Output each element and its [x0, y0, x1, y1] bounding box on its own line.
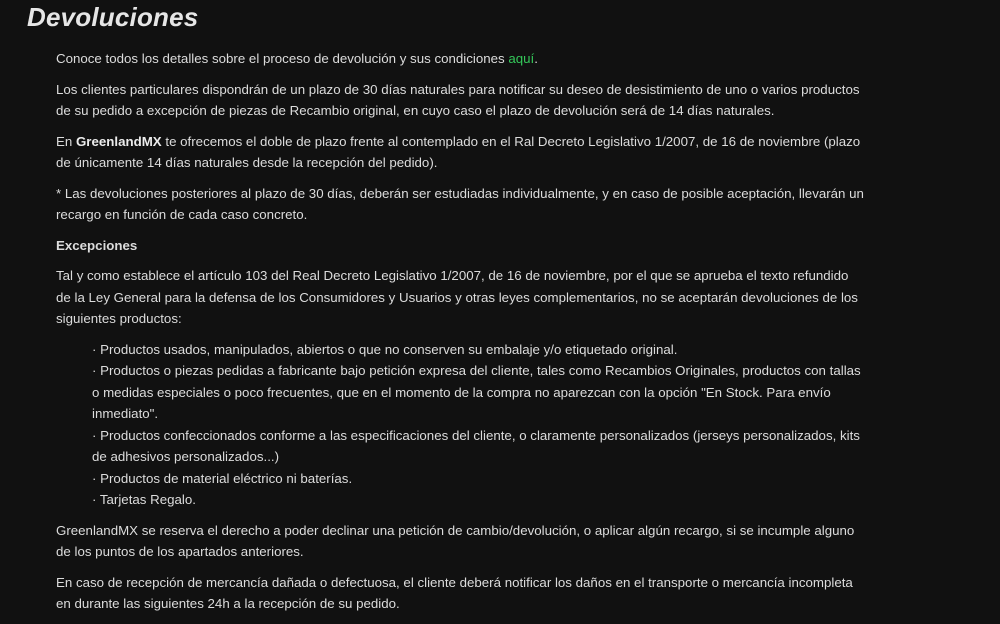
double-period-paragraph	[56, 131, 866, 174]
reserve-right-paragraph: GreenlandMX se reserva el derecho a poder declinar una petición de cambio/devolución, o aplicar algún recargo, si se incumple alguno de los puntos de los apartados anteriores.	[56, 522, 855, 559]
exceptions-intro-paragraph: Tal y como establece el artículo 103 del Real Decreto Legislativo 1/2007, de 16 de noviembre, por el que se aprueba el texto refundido de la Ley General para la defensa de los Consumidores y Usuarios y otras leyes complementarios, no se aceptarán devoluciones de los siguientes productos:	[56, 268, 858, 326]
list-item: · Tarjetas Regalo.	[92, 492, 196, 507]
list-item: · Productos o piezas pedidas a fabricante bajo petición expresa del cliente, tales como Recambios Originales, productos con tallas o medidas especiales o poco frecuentes, que en el momento de la compra no aparezcan con la opción "En Stock. Para envío inmediato".	[92, 363, 861, 421]
intro-end: .	[534, 51, 538, 66]
returns-content	[56, 48, 866, 624]
exceptions-heading: Excepciones	[56, 237, 138, 253]
double-period-prefix: En	[56, 133, 76, 149]
late-returns-paragraph: * Las devoluciones posteriores al plazo de 30 días, deberán ser estudiadas individualmente, y en caso de posible aceptación, llevarán un recargo en función de cada caso concreto.	[56, 185, 864, 222]
exceptions-list	[92, 339, 866, 511]
brand-name: GreenlandMX	[75, 133, 162, 149]
conditions-link[interactable]: aquí	[508, 51, 535, 66]
list-item: · Productos confeccionados conforme a las especificaciones del cliente, o claramente personalizados (jerseys personalizados, kits de adhesivos personalizados...)	[92, 427, 860, 464]
damaged-goods-paragraph: En caso de recepción de mercancía dañada o defectuosa, el cliente deberá notificar los daños en el transporte o mercancía incompleta en durante las siguientes 24h a la recepción de su pedido.	[56, 574, 853, 611]
list-item: · Productos usados, manipulados, abiertos o que no conserven su embalaje y/o etiquetado original.	[92, 341, 678, 357]
intro-text: Conoce todos los detalles sobre el proceso de devolución y sus condiciones	[56, 51, 509, 66]
list-item: · Productos de material eléctrico ni baterías.	[92, 470, 353, 486]
double-period-text: te ofrecemos el doble de plazo frente al contemplado en el Ral Decreto Legislativo 1/2007, de 16 de noviembre (plazo de únicamente 14 días naturales desde la recepción del pedido).	[56, 133, 861, 170]
return-period-paragraph: Los clientes particulares dispondrán de un plazo de 30 días naturales para notificar su deseo de desistimiento de uno o varios productos de su pedido a excepción de piezas de Recambio original, en cuyo caso el plazo de devolución será de 14 días naturales.	[56, 81, 860, 118]
intro-paragraph	[56, 48, 866, 70]
page-title: Devoluciones	[27, 2, 199, 32]
